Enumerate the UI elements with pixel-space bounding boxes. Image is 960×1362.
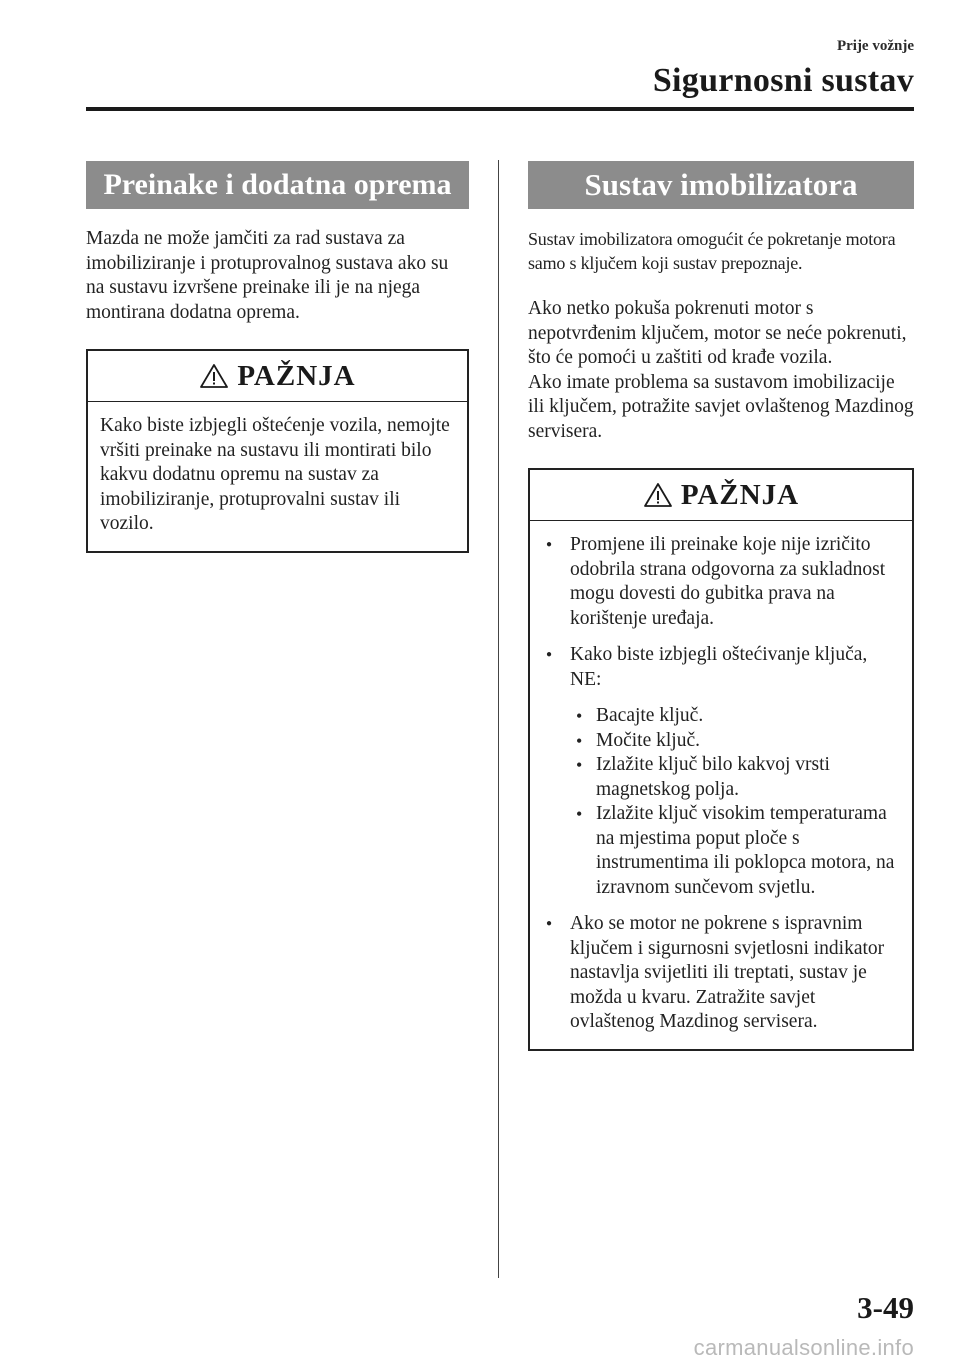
left-caution-title: PAŽNJA: [237, 359, 356, 392]
caution-sub-list: [570, 704, 900, 900]
caution-sub-item: • Močite ključ.: [570, 729, 900, 754]
right-paragraph-3: Ako imate problema sa sustavom imobilizacije ili ključem, potražite savjet ovlaštenog Mazdinog servisera.: [528, 371, 914, 442]
right-caution-header: [530, 470, 912, 521]
chapter-title: Sigurnosni sustav: [652, 62, 914, 99]
right-column: [528, 161, 914, 1051]
right-caution-body: [530, 521, 912, 1049]
page-number: 3-49: [857, 1290, 914, 1325]
warning-triangle-icon: [643, 482, 673, 508]
left-paragraph: Mazda ne može jamčiti za rad sustava za imobiliziranje i protuprovalnog sustava ako su na sustavu izvršene preinake ili je na njega montirana dodatna oprema.: [86, 228, 449, 323]
caution-bullet-2: [542, 643, 900, 900]
left-section-heading: Preinake i dodatna oprema: [86, 161, 469, 209]
left-caution-header: [88, 351, 467, 402]
caution-bullet-3-text: Ako se motor ne pokrene s ispravnim ključem i sigurnosni svjetlosni indikator nastavlja svijetliti ili treptati, sustav je možda u kvaru. Zatražite savjet ovlaštenog Mazdinog servisera.: [570, 913, 885, 1032]
left-caution-body: Kako biste izbjegli oštećenje vozila, nemojte vršiti preinake na sustavu ili montirati bilo kakvu dodatnu opremu na sustav za imobiliziranje, protuprovalni sustav ili vozilo.: [100, 415, 450, 534]
column-divider: [498, 160, 499, 1278]
caution-sub-item: • Izlažite ključ bilo kakvoj vrsti magnetskog polja.: [570, 753, 900, 802]
header-rule: [86, 107, 914, 111]
caution-bullet-1: [542, 533, 900, 631]
caution-bullet-3: [542, 912, 900, 1035]
right-paragraph-1: Sustav imobilizatora omogućit će pokretanje motora samo s ključem koji sustav prepoznaje.: [528, 229, 896, 273]
caution-bullet-list: [542, 533, 900, 1035]
left-caution-box: [86, 349, 469, 553]
caution-sub-item: • Izlažite ključ visokim temperaturama na mjestima poput ploče s instrumentima ili poklopca motora, na izravnom sunčevom svjetlu.: [570, 802, 900, 900]
right-caution-title: PAŽNJA: [680, 478, 800, 511]
caution-sub-item: • Bacajte ključ.: [570, 704, 900, 729]
caution-bullet-2-text: Kako biste izbjegli oštećivanje ključa, NE:: [570, 644, 868, 690]
section-label: Prije vožnje: [836, 38, 914, 54]
right-paragraph-2: Ako netko pokuša pokrenuti motor s nepotvrđenim ključem, motor se neće pokrenuti, što će pomoći u zaštiti od krađe vozila.: [528, 298, 907, 368]
warning-triangle-icon: [199, 363, 229, 389]
right-caution-box: [528, 468, 914, 1051]
right-section-heading: Sustav imobilizatora: [528, 161, 914, 209]
left-column: [86, 161, 469, 553]
watermark: carmanualsonline.info: [693, 1335, 914, 1360]
caution-bullet-1-text: Promjene ili preinake koje nije izričito odobrila strana odgovorna za sukladnost mogu dovesti do gubitka prava na korištenje uređaja.: [570, 534, 886, 629]
